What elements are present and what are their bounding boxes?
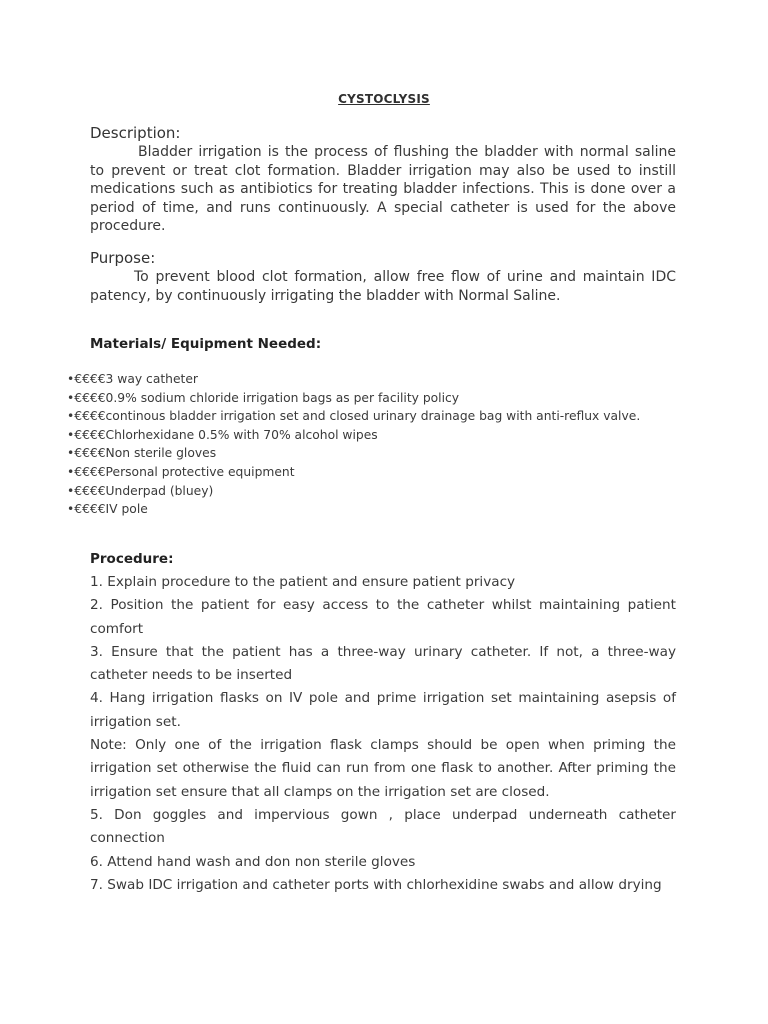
procedure-step: 6. Attend hand wash and don non sterile gloves: [90, 853, 416, 870]
procedure-step: 5. Don goggles and impervious gown , place underpad underneath catheter connection: [90, 806, 676, 847]
purpose-heading: Purpose:: [90, 249, 156, 267]
procedure-step: 4. Hang irrigation flasks on IV pole and prime irrigation set maintaining asepsis of irrigation set.: [90, 690, 676, 730]
materials-list-item: •€€€€Personal protective equipment: [67, 464, 295, 479]
procedure-step: 1. Explain procedure to the patient and ensure patient privacy: [90, 574, 516, 590]
procedure-steps: [90, 571, 676, 897]
procedure-heading: Procedure:: [90, 551, 174, 567]
purpose-paragraph: To prevent blood clot formation, allow free flow of urine and maintain IDC patency, by continuously irrigating the bladder with Normal Saline.: [90, 269, 676, 304]
materials-list-item: •€€€€Chlorhexidane 0.5% with 70% alcohol wipes: [67, 427, 378, 442]
materials-list-item: •€€€€Non sterile gloves: [67, 446, 217, 461]
description-paragraph: Bladder irrigation is the process of flushing the bladder with normal saline to prevent or treat clot formation. Bladder irrigation may also be used to instill medications such as antibiotics for treating bladder infections. This is done over a period of time, and runs continuously. A special catheter is used for the above procedure.: [90, 144, 676, 234]
procedure-note: Note: Only one of the irrigation flask clamps should be open when priming the irrigation set otherwise the fluid can run from one flask to another. After priming the irrigation set ensure that all clamps on the irrigation set are closed.: [90, 737, 676, 800]
materials-list-item: •€€€€3 way catheter: [67, 372, 198, 386]
materials-list-item: •€€€€continous bladder irrigation set and closed urinary drainage bag with anti-reflux valve.: [67, 409, 641, 424]
document-title: CYSTOCLYSIS: [338, 92, 430, 106]
materials-list-item: •€€€€IV pole: [67, 502, 148, 517]
materials-list-item: •€€€€0.9% sodium chloride irrigation bags as per facility policy: [67, 390, 460, 405]
materials-list: [67, 370, 640, 519]
description-heading: Description:: [90, 124, 181, 142]
materials-list-item: •€€€€Underpad (bluey): [67, 483, 214, 498]
procedure-step: 2. Position the patient for easy access to the catheter whilst maintaining patient comfort: [90, 597, 676, 637]
materials-heading: Materials/ Equipment Needed:: [90, 336, 322, 352]
procedure-step: 3. Ensure that the patient has a three-way urinary catheter. If not, a three-way catheter needs to be inserted: [90, 643, 676, 684]
procedure-step: 7. Swab IDC irrigation and catheter ports with chlorhexidine swabs and allow drying: [90, 876, 662, 893]
